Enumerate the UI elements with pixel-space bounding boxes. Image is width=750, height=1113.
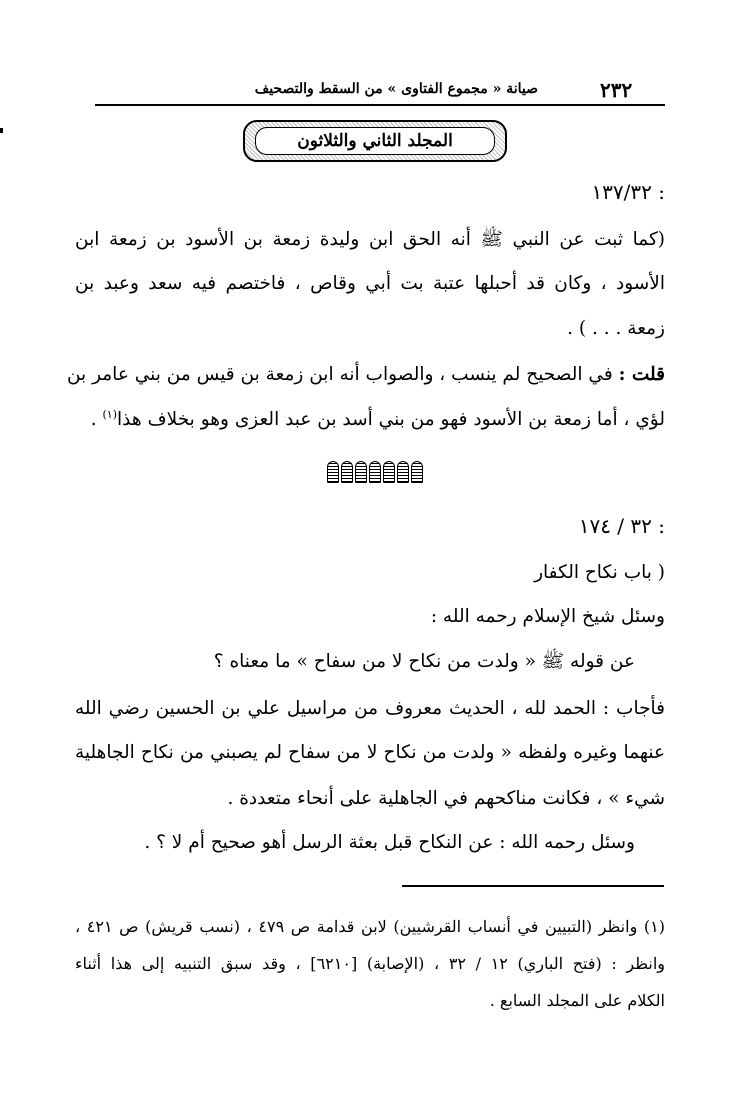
page-number: ٢٣٢ [600,78,633,102]
footnote-line: وانظر : (فتح الباري) ١٢ / ٣٢ ، (الإصابة) [٦٢١٠] ، وقد سبق التنبيه إلى هذا أثناء [75,954,666,973]
section2-reference: ٣٢ / ١٧٤ : [578,514,665,538]
volume-title: المجلد الثاني والثلاثون [297,131,453,151]
ornament-cell [397,461,409,483]
section2-line: وسئل شيخ الإسلام رحمه الله : [430,606,665,627]
comment-label: قلت : [618,364,665,385]
section1-comment-line [66,364,665,385]
ornament-cell [369,461,381,483]
section2-line: عنهما وغيره ولفظه « ولدت من نكاح لا من سفاح لم يصبني من نكاح الجاهلية [75,742,665,763]
section1-quote-line: (كما ثبت عن النبي ﷺ أنه الحق ابن وليدة زمعة بن الأسود بن زمعة ابن [75,229,665,250]
margin-mark [0,128,3,133]
footnote-rule [402,885,664,887]
footnote-line: (١) وانظر (التبيين في أنساب القرشيين) لابن قدامة ص ٤٧٩ ، (نسب قريش) ص ٤٢١ ، [75,917,666,936]
section2-line: وسئل رحمه الله : عن النكاح قبل بعثة الرسل أهو صحيح أم لا ؟ . [144,832,635,853]
section1-quote-line: الأسود ، وكان قد أحبلها عتبة بت أبي وقاص ، فاختصم فيه سعد وعبد بن [75,273,665,294]
section2-line: فأجاب : الحمد لله ، الحديث معروف من مراسيل علي بن الحسين رضي الله [75,698,665,719]
volume-title-inner [255,127,495,155]
ornament-cell [355,461,367,483]
ornament-cell [341,461,353,483]
ornament-cell [327,461,339,483]
footnote-line: الكلام على المجلد السابع . [489,991,665,1010]
comment-period: . [90,409,103,431]
volume-title-frame [243,120,507,162]
section2-line: ( باب نكاح الكفار [534,562,665,583]
comment-text: لؤي ، أما زمعة بن الأسود فهو من بني أسد بن عبد العزى وهو بخلاف هذا [117,409,665,431]
ornament-cell [383,461,395,483]
running-title: صيانة « مجموع الفتاوى » من السقط والتصحيف [254,81,538,97]
section2-line: شيء » ، فكانت مناكحهم في الجاهلية على أنحاء متعددة . [227,788,665,809]
header-rule [95,104,665,106]
footnote-marker: (١) [102,408,118,421]
section1-comment-line [75,408,665,430]
ornament-cell [411,461,423,483]
comment-text: في الصحيح لم ينسب ، والصواب أنه ابن زمعة بن قيس من بني عامر بن [66,364,613,385]
section1-quote-line: زمعة . . . ) . [567,318,665,339]
section2-line: عن قوله ﷺ « ولدت من نكاح لا من سفاح » ما معناه ؟ [213,651,635,672]
section1-reference: ١٣٧/٣٢ : [591,180,665,204]
section-separator-ornament [327,461,423,483]
